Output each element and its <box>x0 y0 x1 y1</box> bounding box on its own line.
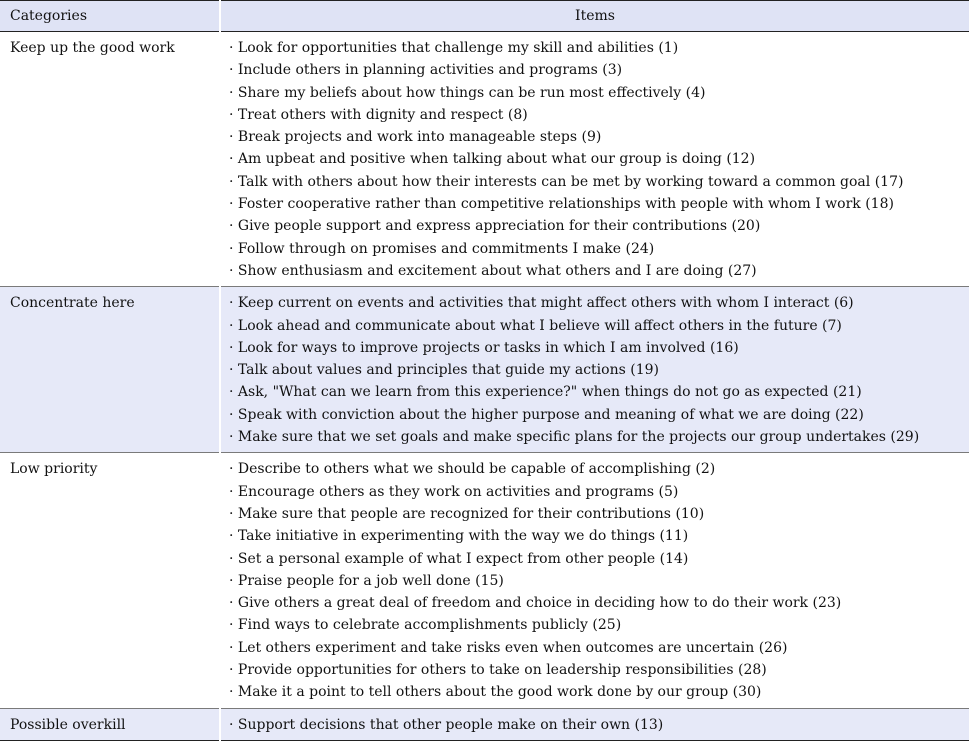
category-cell: Keep up the good work <box>0 32 220 287</box>
list-item: · Show enthusiasm and excitement about what others and I are doing (27) <box>229 262 757 279</box>
list-item: · Provide opportunities for others to take on leadership responsibilities (28) <box>229 662 767 679</box>
list-item: · Support decisions that other people make on their own (13) <box>229 716 664 733</box>
category-cell: Possible overkill <box>0 708 220 740</box>
items-cell <box>220 453 969 708</box>
items-cell <box>220 287 969 453</box>
table-row <box>0 453 969 708</box>
header-row <box>0 1 969 32</box>
items-cell <box>220 32 969 287</box>
list-item: · Set a personal example of what I expect from other people (14) <box>229 550 689 567</box>
list-item: · Describe to others what we should be capable of accomplishing (2) <box>229 461 716 478</box>
list-item: · Make it a point to tell others about the good work done by our group (30) <box>229 684 762 701</box>
table-row <box>0 708 969 740</box>
category-cell: Concentrate here <box>0 287 220 453</box>
list-item: · Share my beliefs about how things can be run most effectively (4) <box>229 84 706 101</box>
table-row <box>0 287 969 453</box>
items-cell <box>220 708 969 740</box>
list-item: · Treat others with dignity and respect (8) <box>229 106 528 123</box>
list-item: · Let others experiment and take risks even when outcomes are uncertain (26) <box>229 639 788 656</box>
list-item: · Find ways to celebrate accomplishments publicly (25) <box>229 617 622 634</box>
list-item: · Am upbeat and positive when talking about what our group is doing (12) <box>229 151 756 168</box>
list-item: · Include others in planning activities and programs (3) <box>229 62 623 79</box>
list-item: · Give others a great deal of freedom and choice in deciding how to do their work (23) <box>229 595 842 612</box>
list-item: · Ask, "What can we learn from this experience?" when things do not go as expected (21) <box>229 384 862 401</box>
table-row <box>0 32 969 287</box>
list-item: · Talk with others about how their interests can be met by working toward a common goal (17) <box>229 173 904 190</box>
list-item: · Praise people for a job well done (15) <box>229 572 504 589</box>
list-item: · Give people support and express appreciation for their contributions (20) <box>229 218 761 235</box>
list-item: · Break projects and work into manageable steps (9) <box>229 129 602 146</box>
list-item: · Foster cooperative rather than competitive relationships with people with whom I work (18) <box>229 196 894 213</box>
list-item: · Look for opportunities that challenge my skill and abilities (1) <box>229 40 679 56</box>
list-item: · Keep current on events and activities that might affect others with whom I interact (6) <box>229 295 854 312</box>
header-categories: Categories <box>0 1 220 32</box>
list-item: · Encourage others as they work on activities and programs (5) <box>229 483 679 500</box>
list-item: · Look for ways to improve projects or tasks in which I am involved (16) <box>229 339 739 356</box>
list-item: · Speak with conviction about the higher purpose and meaning of what we are doing (22) <box>229 406 864 423</box>
list-item: · Take initiative in experimenting with the way we do things (11) <box>229 528 689 545</box>
list-item: · Make sure that we set goals and make specific plans for the projects our group undertakes (29) <box>229 429 920 446</box>
list-item: · Talk about values and principles that guide my actions (19) <box>229 362 659 379</box>
header-items: Items <box>220 1 969 32</box>
list-item: · Look ahead and communicate about what I believe will affect others in the future (7) <box>229 317 842 334</box>
list-item: · Follow through on promises and commitments I make (24) <box>229 240 655 257</box>
list-item: · Make sure that people are recognized for their contributions (10) <box>229 505 705 522</box>
table-body <box>0 32 969 741</box>
category-cell: Low priority <box>0 453 220 708</box>
